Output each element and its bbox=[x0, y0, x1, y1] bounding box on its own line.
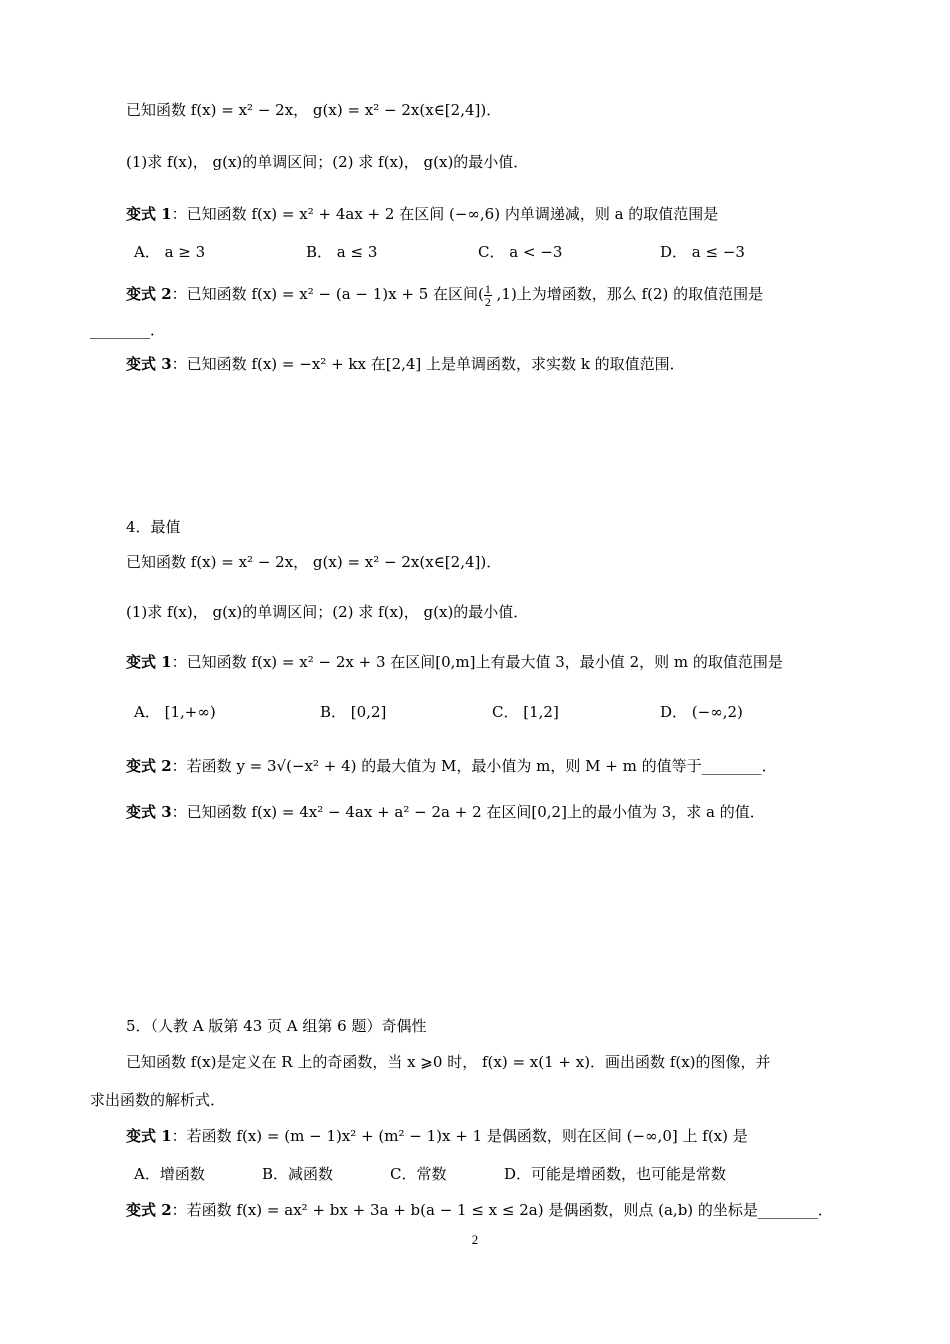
variant-text-b: ,1)上为增函数，那么 f(2) 的取值范围是 bbox=[491, 285, 764, 303]
page-number: 2 bbox=[471, 1232, 479, 1247]
s5-v1-option-d: D．可能是增函数，也可能是常数 bbox=[504, 1165, 727, 1183]
variant-label: 变式 2 bbox=[126, 285, 172, 303]
s3-v1-option-d: D． a ≤ −3 bbox=[660, 243, 745, 261]
fraction-numerator: 1 bbox=[484, 281, 491, 296]
s5-intro-line-1: 已知函数 f(x)是定义在 R 上的奇函数，当 x ⩾0 时， f(x) = x(1 + x)．画出函数 f(x)的图像，并 bbox=[126, 1053, 771, 1071]
s4-question: (1)求 f(x)， g(x)的单调区间；(2) 求 f(x)， g(x)的最小值． bbox=[126, 603, 529, 621]
s3-intro: 已知函数 f(x) = x² − 2x， g(x) = x² − 2x(x∈[2,4])． bbox=[126, 101, 502, 119]
fraction-denominator: 2 bbox=[484, 294, 491, 309]
s4-v1-option-a: A． [1,+∞) bbox=[134, 703, 216, 721]
variant-label: 变式 1 bbox=[126, 1127, 172, 1145]
s5-v1-option-a: A．增函数 bbox=[134, 1165, 205, 1183]
s3-variant-1 bbox=[126, 202, 718, 226]
s5-intro-line-2: 求出函数的解析式． bbox=[90, 1091, 226, 1109]
variant-text: ：已知函数 f(x) = 4x² − 4ax + a² − 2a + 2 在区间[0,2]上的最小值为 3，求 a 的值． bbox=[171, 803, 765, 821]
s5-v1-option-b: B．减函数 bbox=[262, 1165, 334, 1183]
s4-variant-1 bbox=[126, 650, 783, 674]
variant-text: ：若函数 y = 3√(−x² + 4) 的最大值为 M，最小值为 m，则 M + m 的值等于________． bbox=[171, 757, 777, 775]
variant-text: ：若函数 f(x) = ax² + bx + 3a + b(a − 1 ≤ x ≤ 2a) 是偶函数，则点 (a,b) 的坐标是________． bbox=[171, 1201, 833, 1219]
s4-intro: 已知函数 f(x) = x² − 2x， g(x) = x² − 2x(x∈[2,4])． bbox=[126, 553, 502, 571]
s3-question: (1)求 f(x)， g(x)的单调区间；(2) 求 f(x)， g(x)的最小值． bbox=[126, 153, 529, 171]
fraction-one-half bbox=[484, 283, 492, 308]
variant-text-a: ：已知函数 f(x) = x² − (a − 1)x + 5 在区间( bbox=[171, 285, 484, 303]
s4-variant-2 bbox=[126, 754, 777, 778]
s3-variant-3 bbox=[126, 352, 685, 376]
variant-text: ：已知函数 f(x) = x² − 2x + 3 在区间[0,m]上有最大值 3，最小值 2，则 m 的取值范围是 bbox=[171, 653, 783, 671]
variant-label: 变式 3 bbox=[126, 803, 172, 821]
s4-v1-option-b: B． [0,2] bbox=[320, 703, 387, 721]
s5-heading: 5．（人教 A 版第 43 页 A 组第 6 题）奇偶性 bbox=[126, 1017, 427, 1035]
variant-label: 变式 2 bbox=[126, 757, 172, 775]
s4-variant-3 bbox=[126, 800, 765, 824]
s4-v1-option-c: C． [1,2] bbox=[492, 703, 559, 721]
variant-label: 变式 1 bbox=[126, 205, 172, 223]
s3-v1-option-b: B． a ≤ 3 bbox=[306, 243, 378, 261]
variant-text: ：已知函数 f(x) = x² + 4ax + 2 在区间 (−∞,6) 内单调递减，则 a 的取值范围是 bbox=[171, 205, 719, 223]
variant-text: ：已知函数 f(x) = −x² + kx 在[2,4] 上是单调函数，求实数 k 的取值范围． bbox=[171, 355, 685, 373]
variant-label: 变式 1 bbox=[126, 653, 172, 671]
variant-text: ：若函数 f(x) = (m − 1)x² + (m² − 1)x + 1 是偶函数，则在区间 (−∞,0] 上 f(x) 是 bbox=[171, 1127, 748, 1145]
s4-v1-option-d: D． (−∞,2) bbox=[660, 703, 743, 721]
s3-v2-blank: ________． bbox=[90, 321, 166, 339]
variant-label: 变式 3 bbox=[126, 355, 172, 373]
variant-label: 变式 2 bbox=[126, 1201, 172, 1219]
s5-variant-1 bbox=[126, 1124, 748, 1148]
s5-variant-2 bbox=[126, 1198, 833, 1222]
s3-v1-option-a: A． a ≥ 3 bbox=[134, 243, 206, 261]
s3-v1-option-c: C． a < −3 bbox=[478, 243, 563, 261]
s3-variant-2 bbox=[126, 282, 763, 308]
s4-heading: 4．最值 bbox=[126, 518, 181, 536]
s5-v1-option-c: C．常数 bbox=[390, 1165, 447, 1183]
